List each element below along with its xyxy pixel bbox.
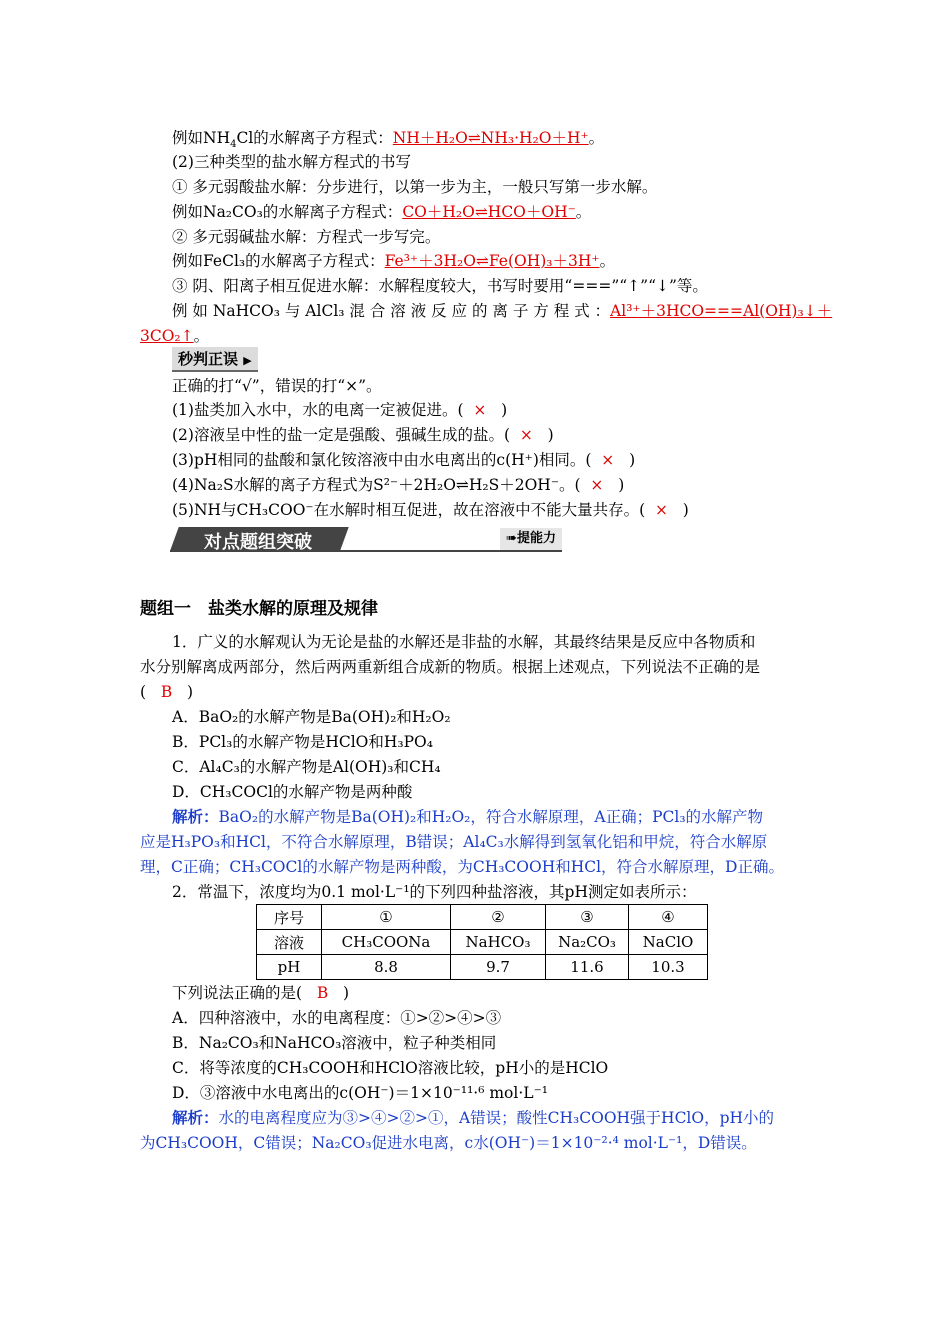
q2-answer: B — [316, 984, 329, 1002]
q1-option: B．PCl₃的水解产物是HClO和H₃PO₄ — [172, 733, 433, 751]
text: ) — [618, 476, 625, 494]
banner-right-label: ➠提能力 — [500, 528, 562, 550]
table-cell: 11.6 — [546, 955, 629, 980]
intro-line-3: ① 多元弱酸盐水解：分步进行，以第一步为主，一般只写第一步水解。 — [172, 178, 658, 196]
intro-line-4 — [172, 201, 591, 223]
text: 水的电离程度应为③>④>②>①，A错误；酸性CH₃COOH强于HClO，pH小的 — [218, 1109, 775, 1127]
table-row — [257, 930, 708, 955]
table-cell: 序号 — [257, 905, 322, 930]
q1-analysis-1 — [172, 806, 763, 828]
answer-text: Al³⁺＋3HCO===Al(OH)₃↓＋ — [610, 302, 833, 320]
table-cell: NaHCO₃ — [451, 930, 546, 955]
answer-mark: × — [473, 401, 487, 419]
judge-intro: 正确的打“√”，错误的打“×”。 — [172, 377, 382, 395]
text: 。 — [599, 252, 616, 270]
ph-table — [256, 904, 708, 980]
text: ) — [629, 451, 636, 469]
text: ( — [140, 683, 147, 701]
text: ) — [501, 401, 508, 419]
q2-analysis-2: 为CH₃COOH，C错误；Na₂CO₃促进水电离，c水(OH⁻)＝1×10⁻²·⁴ mol·L⁻¹，D错误。 — [140, 1134, 757, 1152]
judge-item — [172, 474, 624, 496]
q1-option: C．Al₄C₃的水解产物是Al(OH)₃和CH₄ — [172, 758, 441, 776]
table-cell: ① — [322, 905, 451, 930]
q1-analysis-2: 应是H₃PO₃和HCl，不符合水解原理，B错误；Al₄C₃水解得到氢氧化铝和甲烷，符合水解原 — [140, 833, 768, 851]
judge-item — [172, 499, 689, 521]
judge-item — [172, 449, 635, 471]
q1-option: A．BaO₂的水解产物是Ba(OH)₂和H₂O₂ — [172, 708, 451, 726]
text: BaO₂的水解产物是Ba(OH)₂和H₂O₂，符合水解原理，A正确；PCl₃的水解产物 — [218, 808, 764, 826]
analysis-label: 解析： — [172, 1108, 219, 1127]
text: ) — [547, 426, 554, 444]
intro-line-6 — [172, 250, 615, 272]
answer-mark: × — [655, 501, 668, 519]
text: ) — [343, 984, 350, 1002]
section-banner — [170, 524, 562, 554]
intro-line-5: ② 多元弱碱盐水解：方程式一步写完。 — [172, 228, 441, 246]
table-cell: NaClO — [629, 930, 708, 955]
intro-line-2: (2)三种类型的盐水解方程式的书写 — [172, 153, 411, 171]
table-cell: 8.8 — [322, 955, 451, 980]
q1-stem-2: 水分别解离成两部分，然后两两重新组合成新的物质。根据上述观点，下列说法不正确的是 — [140, 658, 761, 676]
arrow-icon: ▶ — [243, 354, 252, 367]
table-cell: pH — [257, 955, 322, 980]
text: ) — [682, 501, 689, 519]
table-cell: ③ — [546, 905, 629, 930]
banner-title: 对点题组突破 — [204, 532, 312, 553]
table-cell: 10.3 — [629, 955, 708, 980]
text: 。 — [193, 327, 210, 345]
q2-option: A．四种溶液中，水的电离程度：①>②>④>③ — [172, 1009, 502, 1027]
text: 。 — [575, 203, 592, 221]
text: 例如FeCl₃的水解离子方程式： — [172, 252, 385, 270]
judge-item — [172, 424, 554, 446]
table-row — [257, 955, 708, 980]
q2-ask — [172, 982, 349, 1004]
text: 。 — [588, 129, 605, 147]
judge-tag — [172, 347, 258, 372]
table-cell: ② — [451, 905, 546, 930]
table-cell: CH₃COONa — [322, 930, 451, 955]
q2-stem: 2．常温下，浓度均为0.1 mol·L⁻¹的下列四种盐溶液，其pH测定如表所示： — [172, 883, 697, 901]
table-cell: Na₂CO₃ — [546, 930, 629, 955]
text: 例 如 NaHCO₃ 与 AlCl₃ 混 合 溶 液 反 应 的 离 子 方 程 式 ： — [172, 302, 611, 320]
q2-option: B．Na₂CO₃和NaHCO₃溶液中，粒子种类相同 — [172, 1034, 497, 1052]
intro-line-9 — [140, 325, 209, 347]
answer-mark: × — [519, 426, 533, 444]
q1-answer: B — [160, 683, 173, 701]
table-cell: ④ — [629, 905, 708, 930]
answer-mark: × — [590, 476, 604, 494]
answer-text: 3CO₂↑ — [140, 327, 194, 345]
text: (3)pH相同的盐酸和氯化铵溶液中由水电离出的c(H⁺)相同。( — [172, 451, 592, 469]
text: (1)盐类加入水中，水的电离一定被促进。( — [172, 401, 464, 419]
q1-option: D．CH₃COCl的水解产物是两种酸 — [172, 783, 413, 801]
table-cell: 溶液 — [257, 930, 322, 955]
intro-line-1: 例如$NH_4Cl$的水解离子方程式：NH＋H₂O⇌NH₃·H₂O＋H⁺。 — [172, 129, 605, 151]
intro-line-8 — [172, 300, 832, 322]
answer-text: Fe³⁺＋3H₂O⇌Fe(OH)₃＋3H⁺ — [384, 252, 600, 270]
answer-text: NH＋H₂O⇌NH₃·H₂O＋H⁺ — [392, 129, 589, 147]
intro-line-7: ③ 阴、阳离子相互促进水解：水解程度较大，书写时要用“===”“↑”“↓”等。 — [172, 277, 708, 295]
q1-answer-line — [140, 681, 193, 703]
q1-stem-1: 1．广义的水解观认为无论是盐的水解还是非盐的水解，其最终结果是反应中各物质和 — [172, 633, 756, 651]
text: (5)NH与CH₃COO⁻在水解时相互促进，故在溶液中不能大量共存。( — [172, 501, 646, 519]
text: ) — [187, 683, 194, 701]
text: 例如NH — [172, 129, 231, 147]
q2-option: D．③溶液中水电离出的c(OH⁻)＝1×10⁻¹¹·⁶ mol·L⁻¹ — [172, 1084, 548, 1102]
text: Cl的水解离子方程式： — [236, 129, 393, 147]
text: 下列说法正确的是( — [172, 984, 303, 1002]
analysis-label: 解析： — [172, 807, 219, 826]
answer-text: CO＋H₂O⇌HCO＋OH⁻ — [402, 203, 576, 221]
q1-analysis-3: 理，C正确；CH₃COCl的水解产物是两种酸，为CH₃COOH和HCl，符合水解原理，D正确。 — [140, 858, 784, 876]
table-row — [257, 905, 708, 930]
answer-mark: × — [601, 451, 615, 469]
q2-option: C．将等浓度的CH₃COOH和HClO溶液比较，pH小的是HClO — [172, 1059, 609, 1077]
group-heading: 题组一 盐类水解的原理及规律 — [140, 599, 378, 619]
text: (2)溶液呈中性的盐一定是强酸、强碱生成的盐。( — [172, 426, 511, 444]
text: (4)Na₂S水解的离子方程式为S²⁻＋2H₂O⇌H₂S＋2OH⁻。( — [172, 476, 581, 494]
judge-tag-label: 秒判正误 — [178, 350, 239, 368]
judge-item — [172, 399, 507, 421]
text: 例如Na₂CO₃的水解离子方程式： — [172, 203, 403, 221]
q2-analysis-1 — [172, 1107, 774, 1129]
table-cell: 9.7 — [451, 955, 546, 980]
